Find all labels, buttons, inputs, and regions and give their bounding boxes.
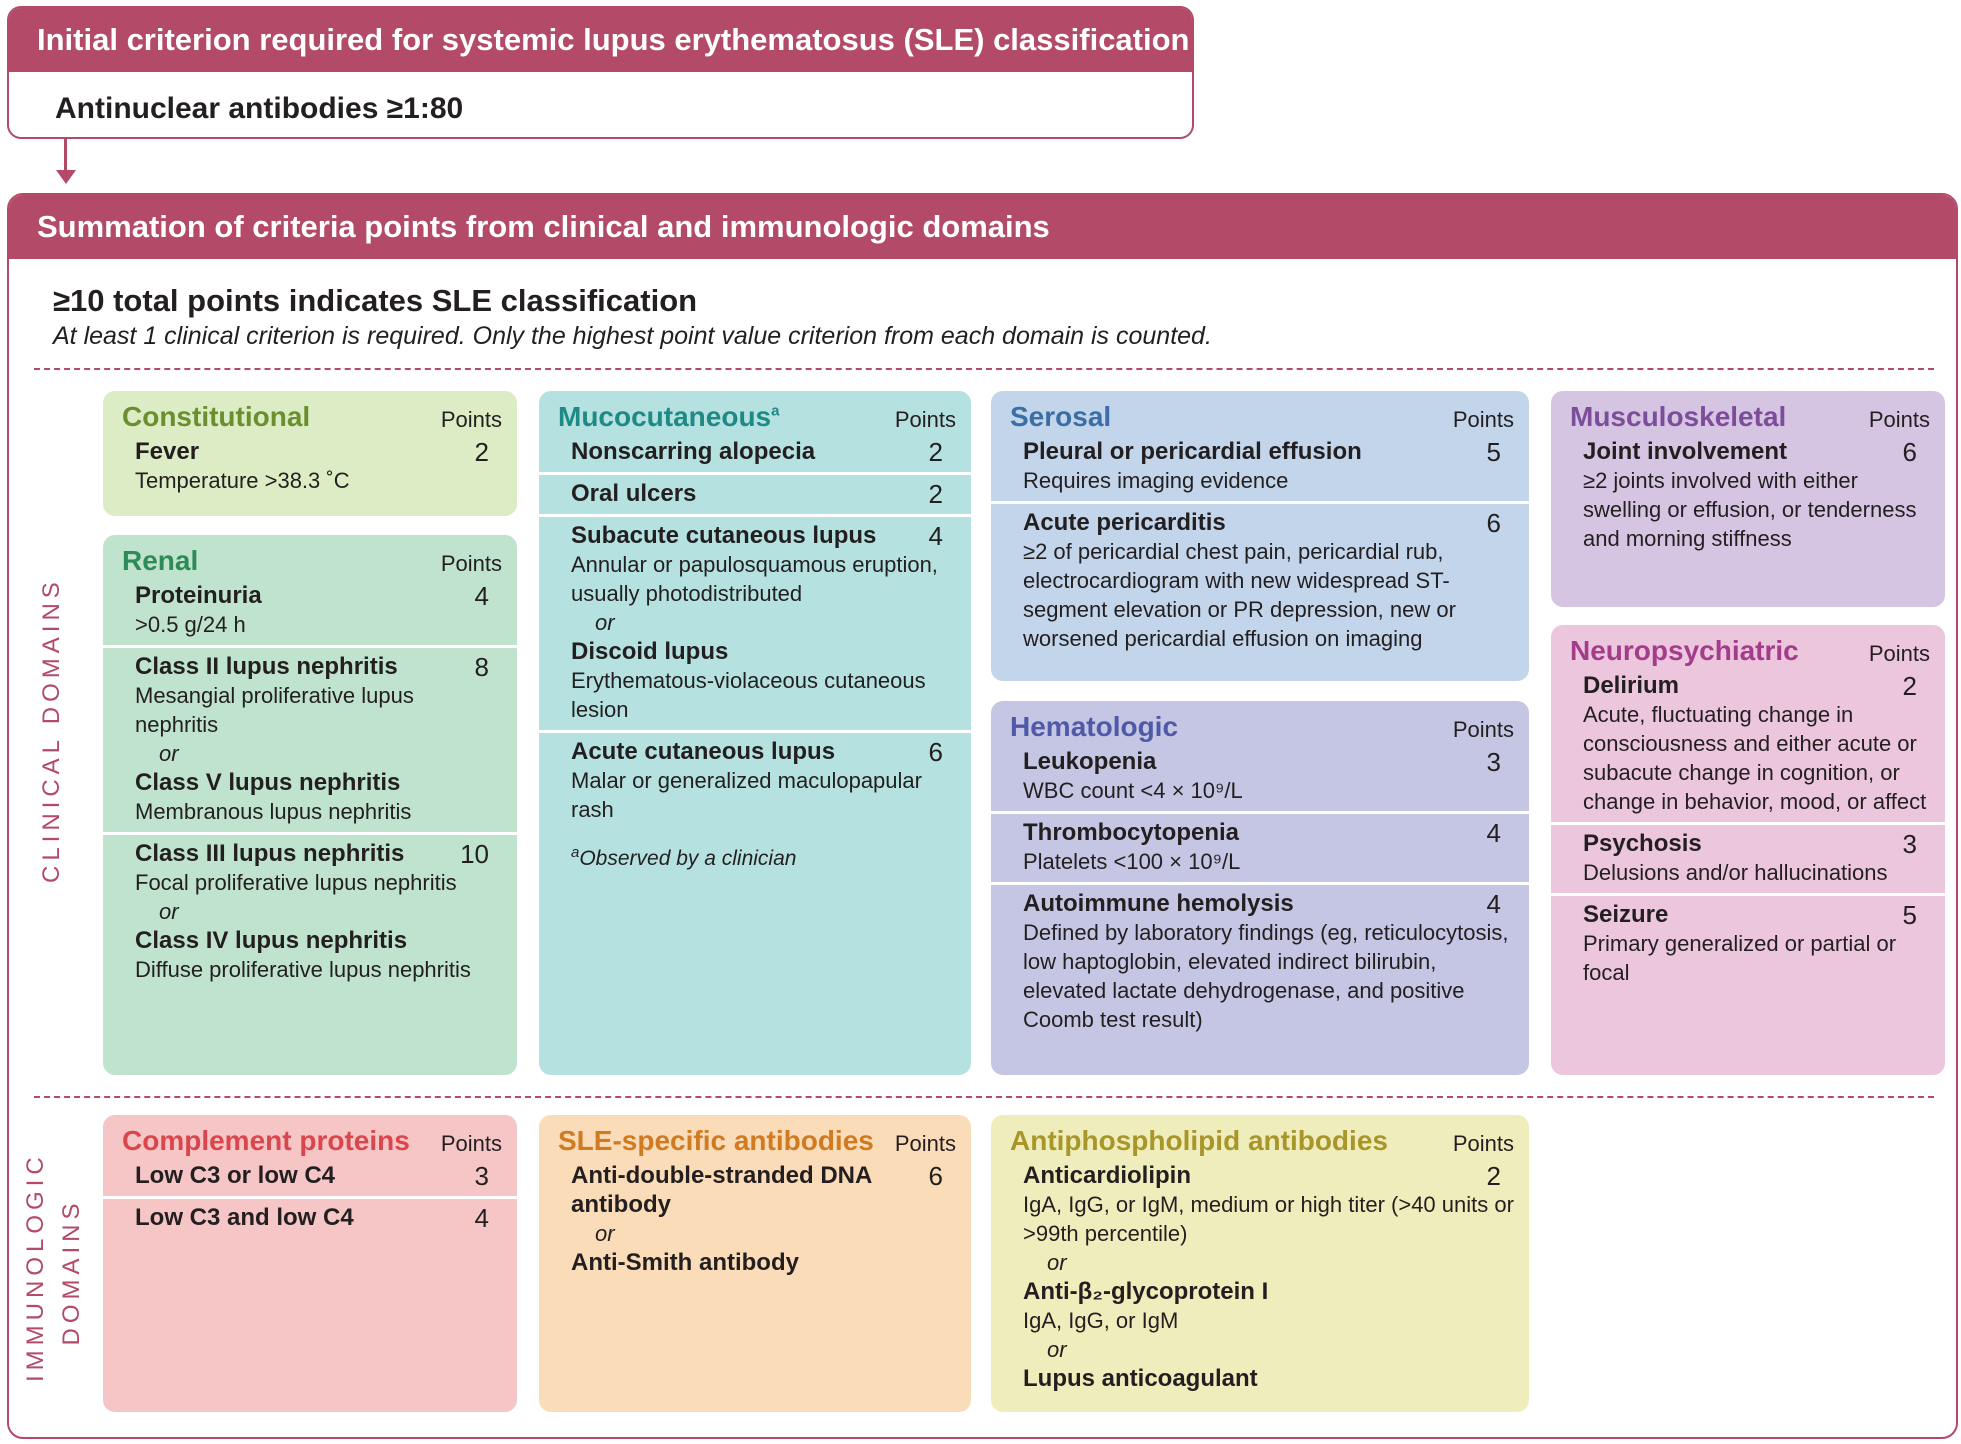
criterion-item bbox=[1551, 893, 1945, 993]
criterion-item bbox=[991, 433, 1529, 501]
criterion-item bbox=[103, 1196, 517, 1238]
classification-note: At least 1 clinical criterion is required. Only the highest point value criterion from each domain is counted. bbox=[53, 322, 1212, 350]
criterion-name: Acute cutaneous lupus bbox=[571, 738, 836, 765]
criterion-name: Thrombocytopenia bbox=[1023, 819, 1240, 846]
points-header: Points bbox=[1452, 1131, 1514, 1156]
criterion-item bbox=[103, 832, 517, 990]
criterion-points: 2 bbox=[474, 437, 489, 467]
criterion-description: Acute, fluctuating change in consciousness and either acute or subacute change in cognition, or change in behavior, mood, or affect bbox=[1583, 702, 1927, 814]
domain-card-sle-specific bbox=[539, 1115, 971, 1412]
or-connector: or bbox=[595, 1221, 615, 1246]
summation-title: Summation of criteria points from clinical and immunologic domains bbox=[9, 195, 1956, 259]
criterion-name: Low C3 and low C4 bbox=[135, 1204, 354, 1231]
points-header: Points bbox=[440, 1131, 502, 1156]
or-connector: or bbox=[595, 610, 615, 635]
criterion-description-alt: Diffuse proliferative lupus nephritis bbox=[135, 957, 471, 982]
domain-card-renal bbox=[103, 535, 517, 1075]
domain-card-antiphospholipid bbox=[991, 1115, 1529, 1412]
criterion-points: 6 bbox=[928, 1161, 943, 1191]
card-header bbox=[1551, 391, 1945, 433]
immunologic-label-line2: DOMAINS bbox=[58, 1198, 85, 1346]
criterion-name: Subacute cutaneous lupus bbox=[571, 522, 877, 549]
criterion-name: Seizure bbox=[1583, 901, 1669, 928]
domain-title-text: Renal bbox=[122, 545, 199, 576]
criterion-description: Primary generalized or partial or focal bbox=[1583, 931, 1897, 985]
card-header bbox=[539, 391, 971, 433]
criterion-points: 3 bbox=[474, 1161, 489, 1191]
initial-criterion-title: Initial criterion required for systemic lupus erythematosus (SLE) classification bbox=[9, 8, 1192, 72]
immunologic-label-line1: IMMUNOLOGIC bbox=[22, 1152, 49, 1382]
criterion-points: 3 bbox=[1902, 829, 1917, 859]
points-header: Points bbox=[1452, 717, 1514, 742]
criterion-item bbox=[991, 501, 1529, 659]
criterion-points: 4 bbox=[928, 521, 943, 551]
domain-title-text: SLE-specific antibodies bbox=[558, 1125, 874, 1156]
criterion-points: 2 bbox=[928, 479, 943, 509]
criterion-name-alt: Anti-Smith antibody bbox=[571, 1249, 799, 1276]
domain-title bbox=[1010, 401, 1111, 433]
arrow-down-icon bbox=[56, 170, 76, 184]
criterion-name: Oral ulcers bbox=[571, 480, 697, 507]
criterion-name-alt: Discoid lupus bbox=[571, 638, 729, 665]
domain-card-neuropsychiatric bbox=[1551, 625, 1945, 1075]
criterion-item bbox=[1551, 433, 1945, 559]
criterion-description: Mesangial proliferative lupus nephritis bbox=[135, 683, 414, 737]
criterion-name-alt: Anti-β₂-glycoprotein I bbox=[1023, 1278, 1269, 1305]
criterion-name: Delirium bbox=[1583, 672, 1680, 699]
points-header: Points bbox=[894, 1131, 956, 1156]
or-connector: or bbox=[159, 741, 179, 766]
criterion-description: ≥2 of pericardial chest pain, pericardial rub, electrocardiogram with new widespread ST-segment elevation or PR depression, new or worsened pericardial effusion on imaging bbox=[1023, 539, 1456, 651]
criterion-name: Low C3 or low C4 bbox=[135, 1162, 336, 1189]
criterion-points: 8 bbox=[474, 652, 489, 682]
domain-title bbox=[558, 1125, 874, 1157]
criterion-description: Delusions and/or hallucinations bbox=[1583, 860, 1888, 885]
domain-title bbox=[1570, 635, 1799, 667]
criterion-item bbox=[1551, 667, 1945, 822]
criterion-points: 3 bbox=[1486, 747, 1501, 777]
criterion-name-alt: Class V lupus nephritis bbox=[135, 769, 401, 796]
criterion-item bbox=[991, 1157, 1529, 1399]
clinical-domains-label: CLINICAL DOMAINS bbox=[38, 577, 65, 883]
criterion-item bbox=[539, 1157, 971, 1283]
criterion-points: 5 bbox=[1486, 437, 1501, 467]
criterion-name: Fever bbox=[135, 438, 200, 465]
immunologic-domains-label bbox=[18, 1152, 90, 1382]
domain-title bbox=[1010, 1125, 1388, 1157]
criterion-description-alt: Erythematous-violaceous cutaneous lesion bbox=[571, 668, 926, 722]
points-header: Points bbox=[1868, 407, 1930, 432]
points-header: Points bbox=[1452, 407, 1514, 432]
card-header bbox=[991, 1115, 1529, 1157]
criterion-item bbox=[103, 645, 517, 832]
criterion-description: Requires imaging evidence bbox=[1023, 468, 1289, 493]
domain-title-text: Hematologic bbox=[1010, 711, 1179, 742]
divider-top bbox=[34, 368, 1934, 370]
domain-card-constitutional bbox=[103, 391, 517, 516]
domain-title-text: Complement proteins bbox=[122, 1125, 410, 1156]
criterion-points: 6 bbox=[1902, 437, 1917, 467]
criterion-points: 2 bbox=[1902, 671, 1917, 701]
domain-title bbox=[1570, 401, 1786, 433]
criterion-name: Joint involvement bbox=[1583, 438, 1788, 465]
criterion-description: >0.5 g/24 h bbox=[135, 612, 246, 637]
criterion-points: 2 bbox=[1486, 1161, 1501, 1191]
criterion-points: 4 bbox=[1486, 889, 1501, 919]
domain-card-musculoskeletal bbox=[1551, 391, 1945, 607]
criterion-name: Class III lupus nephritis bbox=[135, 840, 405, 867]
criterion-item bbox=[539, 514, 971, 730]
domain-title bbox=[122, 401, 310, 433]
domain-title-text: Antiphospholipid antibodies bbox=[1010, 1125, 1388, 1156]
criterion-description: WBC count <4 × 10⁹/L bbox=[1023, 778, 1243, 803]
criterion-description-alt: IgA, IgG, or IgM bbox=[1023, 1308, 1179, 1333]
criterion-points: 4 bbox=[474, 581, 489, 611]
domain-card-complement bbox=[103, 1115, 517, 1412]
domain-card-mucocutaneous bbox=[539, 391, 971, 1075]
criterion-item bbox=[539, 433, 971, 472]
points-header: Points bbox=[440, 551, 502, 576]
criterion-points: 6 bbox=[1486, 508, 1501, 538]
criterion-item bbox=[991, 811, 1529, 882]
criterion-item bbox=[1551, 822, 1945, 893]
card-header bbox=[1551, 625, 1945, 667]
criterion-item bbox=[103, 577, 517, 645]
criterion-item bbox=[539, 472, 971, 514]
criterion-points: 6 bbox=[928, 737, 943, 767]
domain-title bbox=[122, 1125, 410, 1157]
card-header bbox=[539, 1115, 971, 1157]
criterion-description: IgA, IgG, or IgM, medium or high titer (>40 units or >99th percentile) bbox=[1023, 1192, 1514, 1246]
criterion-item bbox=[991, 882, 1529, 1040]
criterion-description: Platelets <100 × 10⁹/L bbox=[1023, 849, 1241, 874]
domain-card-serosal bbox=[991, 391, 1529, 681]
domain-title-text: Constitutional bbox=[122, 401, 311, 432]
criterion-name: Psychosis bbox=[1583, 830, 1702, 857]
initial-criterion-text: Antinuclear antibodies ≥1:80 bbox=[55, 92, 464, 125]
classification-rule: ≥10 total points indicates SLE classification bbox=[53, 283, 698, 318]
card-header bbox=[991, 391, 1529, 433]
criterion-description-alt: Membranous lupus nephritis bbox=[135, 799, 412, 824]
or-connector: or bbox=[159, 899, 179, 924]
criterion-points: 4 bbox=[1486, 818, 1501, 848]
criterion-name-alt: Class IV lupus nephritis bbox=[135, 927, 408, 954]
criterion-item bbox=[539, 730, 971, 830]
criterion-points: 10 bbox=[460, 839, 489, 869]
criterion-description: Defined by laboratory findings (eg, reticulocytosis, low haptoglobin, elevated indirect bilirubin, elevated lactate dehydrogenase, and positive Coomb test result) bbox=[1023, 920, 1509, 1032]
card-header bbox=[991, 701, 1529, 743]
criterion-description: Focal proliferative lupus nephritis bbox=[135, 870, 457, 895]
domain-card-hematologic bbox=[991, 701, 1529, 1075]
points-header: Points bbox=[440, 407, 502, 432]
card-header bbox=[103, 391, 517, 433]
domain-title bbox=[1010, 711, 1178, 743]
criterion-name: Acute pericarditis bbox=[1023, 509, 1226, 536]
criterion-name-alt2: Lupus anticoagulant bbox=[1023, 1365, 1258, 1392]
criterion-item bbox=[991, 743, 1529, 811]
or-connector: or bbox=[1047, 1337, 1067, 1362]
criterion-name: Autoimmune hemolysis bbox=[1023, 890, 1294, 917]
initial-criterion-box bbox=[7, 6, 1194, 139]
domain-title-text: Musculoskeletal bbox=[1570, 401, 1787, 432]
divider-middle bbox=[34, 1096, 1934, 1098]
footnote-marker: a bbox=[571, 844, 580, 861]
domain-title-text: Serosal bbox=[1010, 401, 1112, 432]
footnote-marker: a bbox=[771, 402, 780, 420]
criterion-name: Anti-double-stranded DNA antibody bbox=[571, 1162, 872, 1218]
footnote bbox=[539, 830, 971, 871]
criterion-name: Class II lupus nephritis bbox=[135, 653, 398, 680]
criterion-name: Nonscarring alopecia bbox=[571, 438, 816, 465]
criterion-name: Proteinuria bbox=[135, 582, 262, 609]
criterion-points: 4 bbox=[474, 1203, 489, 1233]
criterion-item bbox=[103, 433, 517, 501]
domain-title bbox=[122, 545, 198, 577]
criterion-name: Leukopenia bbox=[1023, 748, 1157, 775]
card-header bbox=[103, 1115, 517, 1157]
points-header: Points bbox=[894, 407, 956, 432]
domain-title-text: Neuropsychiatric bbox=[1570, 635, 1799, 666]
criterion-points: 2 bbox=[928, 437, 943, 467]
criterion-description: Temperature >38.3 ˚C bbox=[135, 468, 350, 493]
criterion-description: Annular or papulosquamous eruption, usually photodistributed bbox=[571, 552, 938, 606]
or-connector: or bbox=[1047, 1250, 1067, 1275]
criterion-item bbox=[103, 1157, 517, 1196]
points-header: Points bbox=[1868, 641, 1930, 666]
criterion-description: ≥2 joints involved with either swelling or effusion, or tenderness and morning stiffness bbox=[1583, 468, 1917, 551]
footnote-text: Observed by a clinician bbox=[579, 847, 797, 870]
card-header bbox=[103, 535, 517, 577]
criterion-name: Pleural or pericardial effusion bbox=[1023, 438, 1362, 465]
criterion-points: 5 bbox=[1902, 900, 1917, 930]
criterion-description: Malar or generalized maculopapular rash bbox=[571, 768, 922, 822]
criterion-name: Anticardiolipin bbox=[1023, 1162, 1191, 1189]
domain-title-text: Mucocutaneous bbox=[558, 401, 772, 432]
domain-title bbox=[558, 401, 779, 433]
